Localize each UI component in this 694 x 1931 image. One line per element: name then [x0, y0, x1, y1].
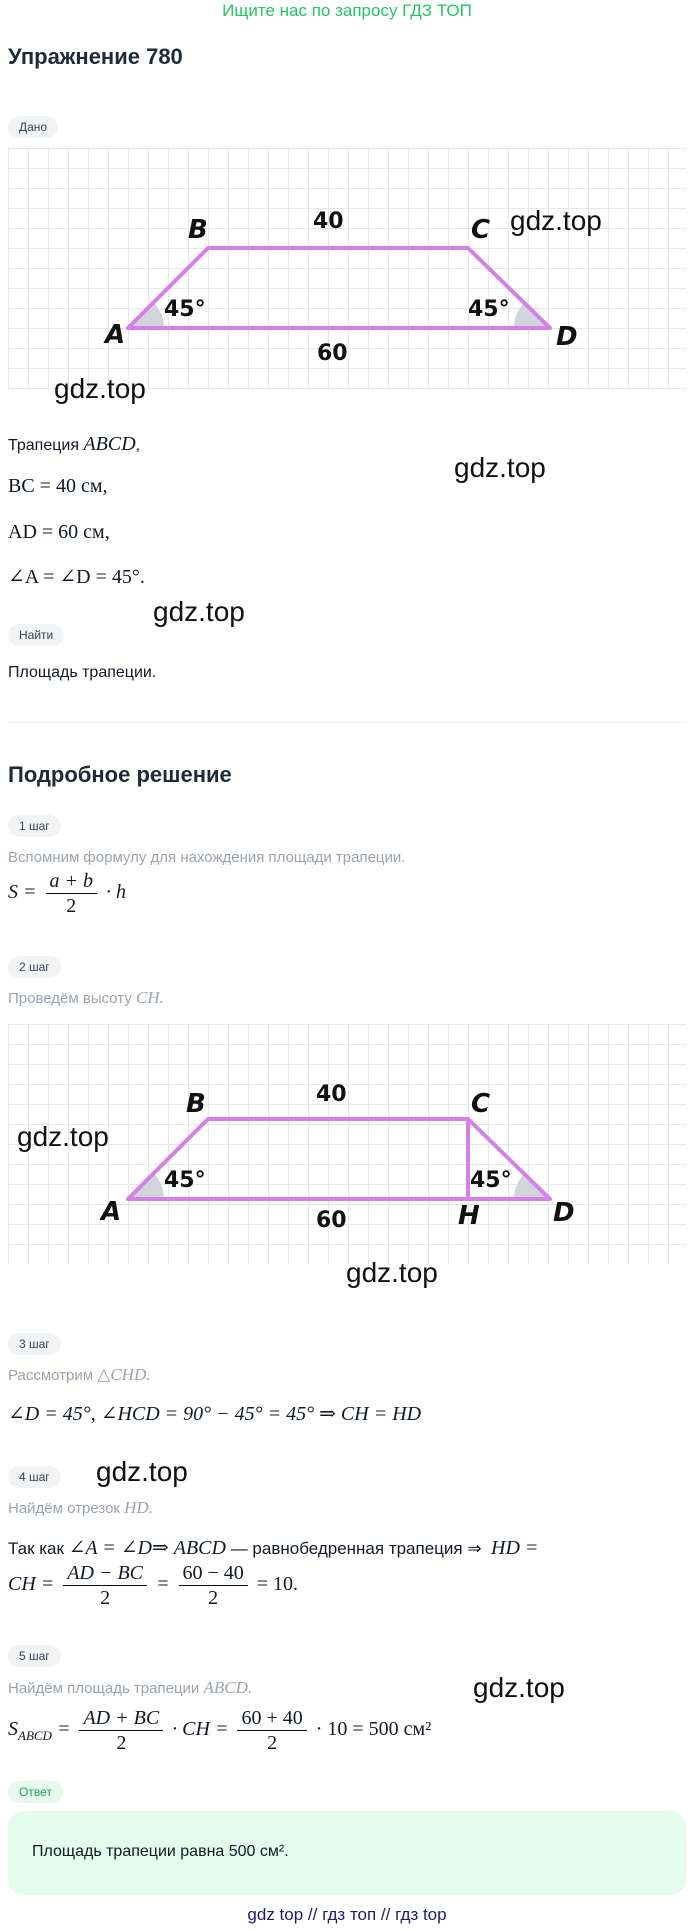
- bottom-base-label-2: 60: [316, 1208, 347, 1233]
- step-5-pill: 5 шаг: [8, 1645, 61, 1667]
- step-4-pill: 4 шаг: [8, 1466, 61, 1488]
- vertex-c-label-2: C: [471, 1089, 491, 1119]
- top-base-label-2: 40: [316, 1082, 347, 1107]
- step-4-line-2: CH = $\frac{AD - BC}{2}$ = $\frac{60 - 40}{2}$ = 10.: [8, 1562, 299, 1609]
- given-line-2: BC = 40 см,: [8, 475, 108, 497]
- given-line-3: AD = 60 см,: [8, 521, 110, 543]
- given-pill: Дано: [8, 116, 58, 138]
- given-figure: [8, 148, 686, 390]
- vertex-a-label-2: A: [101, 1197, 122, 1227]
- watermark: gdz.top: [96, 1456, 188, 1487]
- vertex-d-label-2: D: [553, 1198, 575, 1228]
- vertex-b-label: B: [188, 215, 208, 245]
- height-figure: [8, 1024, 686, 1264]
- step-5-text: Найдём площадь трапеции ABCD.: [8, 1678, 253, 1697]
- trapezoid-diagram: [8, 148, 686, 390]
- given-line-1: Трапеция ABCD,: [8, 433, 141, 455]
- angle-a-label: 45°: [164, 297, 206, 322]
- vertex-a-label: A: [105, 320, 126, 350]
- step-2-text: Проведём высоту CH.: [8, 988, 164, 1007]
- step-4-text: Найдём отрезок HD.: [8, 1498, 153, 1517]
- step-2-pill: 2 шаг: [8, 956, 61, 978]
- watermark: gdz.top: [153, 596, 245, 627]
- step-1-text: Вспомним формулу для нахождения площади трапеции.: [8, 849, 406, 866]
- answer-pill: Ответ: [8, 1781, 63, 1803]
- angle-a-label-2: 45°: [164, 1168, 206, 1193]
- angle-d-label-2: 45°: [470, 1168, 512, 1193]
- section-divider: [8, 722, 686, 723]
- vertex-d-label: D: [556, 322, 578, 352]
- vertex-c-label: C: [471, 215, 491, 245]
- search-hint-link[interactable]: Ищите нас по запросу ГДЗ ТОП: [222, 1, 472, 20]
- footer-links[interactable]: gdz top // гдз топ // гдз top: [247, 1905, 447, 1924]
- watermark: gdz.top: [54, 373, 146, 404]
- watermark: gdz.top: [473, 1672, 565, 1703]
- step-3-pill: 3 шаг: [8, 1333, 61, 1355]
- watermark: gdz.top: [454, 452, 546, 483]
- vertex-h-label: H: [458, 1201, 480, 1231]
- given-line-4: ∠A = ∠D = 45°.: [8, 566, 145, 588]
- step-1-formula: S = $\frac{a + b}{2}$ · h: [8, 870, 126, 917]
- watermark: gdz.top: [346, 1257, 438, 1288]
- find-text: Площадь трапеции.: [8, 664, 157, 681]
- step-3-formula: ∠D = 45°, ∠HCD = 90° − 45° = 45° ⇒ CH = HD: [8, 1403, 422, 1425]
- step-3-text: Рассмотрим △CHD.: [8, 1365, 151, 1384]
- solution-title: Подробное решение: [8, 762, 232, 787]
- step-4-line-1: Так как ∠A = ∠D⇒ ABCD — равнобедренная трапеция ⇒ HD =: [8, 1537, 539, 1559]
- page-title: Упражнение 780: [8, 44, 183, 69]
- step-1-pill: 1 шаг: [8, 815, 61, 837]
- answer-text: Площадь трапеции равна 500 см².: [32, 1843, 289, 1860]
- vertex-b-label-2: B: [186, 1089, 206, 1119]
- step-5-formula: $S_{ABCD}$ = $\frac{AD + BC}{2}$ · CH = $\frac{60 + 40}{2}$ · 10 = 500 см²: [8, 1707, 432, 1754]
- trapezoid-with-height-diagram: [8, 1024, 686, 1264]
- find-pill: Найти: [8, 624, 64, 646]
- watermark: gdz.top: [510, 205, 602, 236]
- top-base-label: 40: [313, 209, 344, 234]
- bottom-base-label: 60: [317, 341, 348, 366]
- watermark: gdz.top: [17, 1121, 109, 1152]
- angle-d-label: 45°: [468, 297, 510, 322]
